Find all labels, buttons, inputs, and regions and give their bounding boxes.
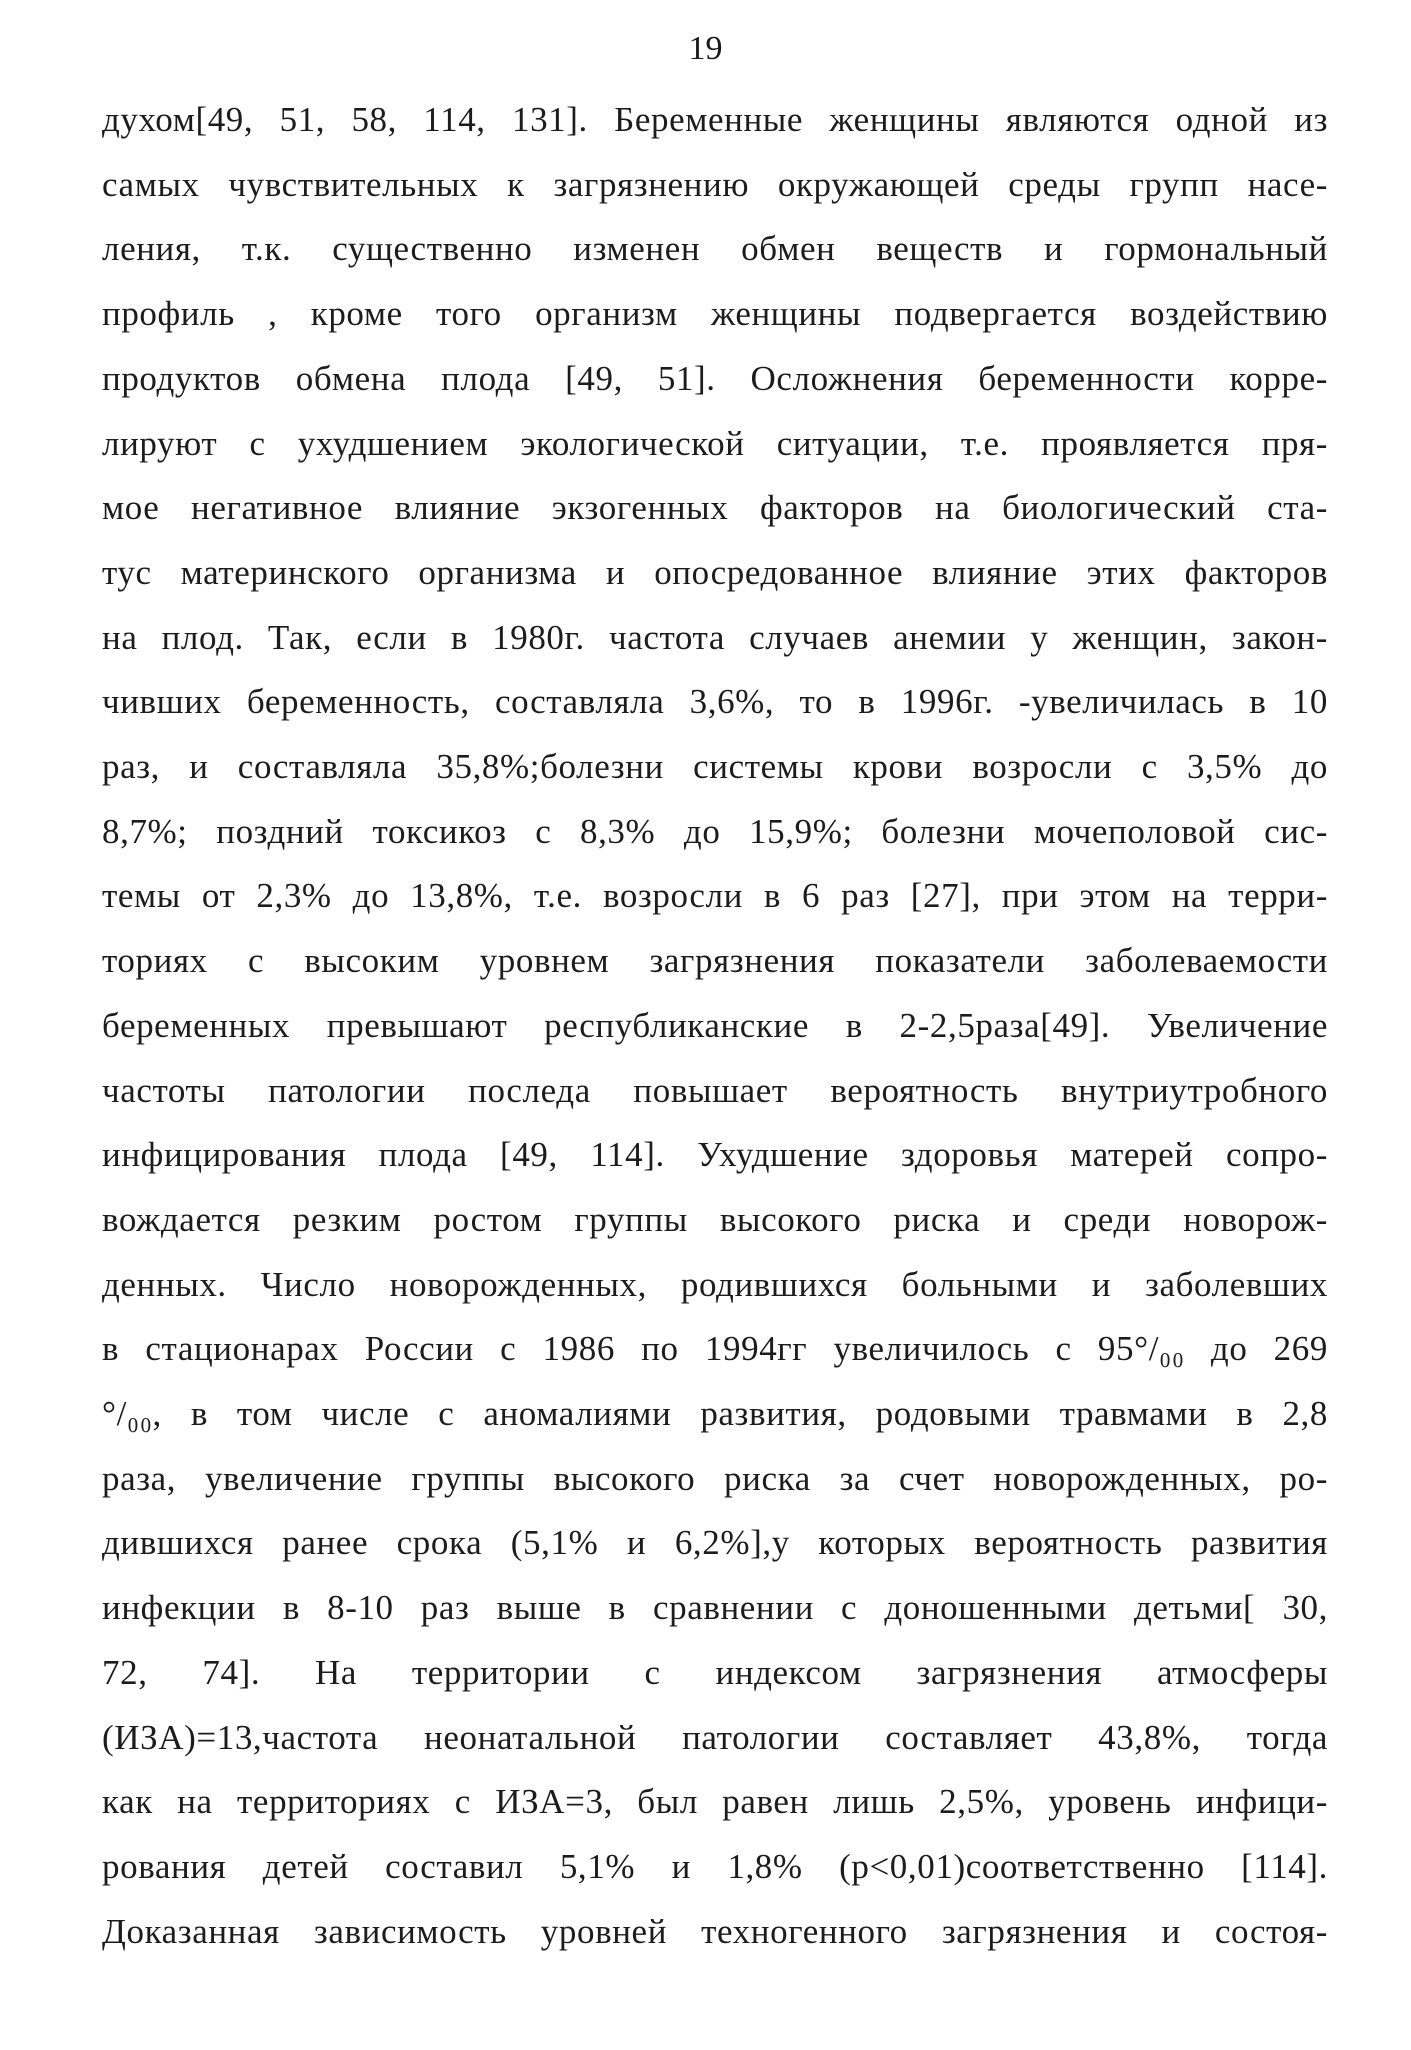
body-text	[102, 88, 1328, 1964]
text-line: беременных превышают республиканские в 2-2,5раза[49]. Увеличение	[102, 1005, 1328, 1045]
text-line: чивших беременность, составляла 3,6%, то в 1996г. -увеличилась в 10	[102, 682, 1328, 722]
text-line: Доказанная зависимость уровней техногенного загрязнения и состоя-	[102, 1911, 1328, 1951]
text-line: частоты патологии последа повышает вероятность внутриутробного	[102, 1070, 1328, 1110]
text-line: темы от 2,3% до 13,8%, т.е. возросли в 6 раз [27], при этом на терри-	[102, 876, 1328, 916]
text-line: раз, и составляла 35,8%;болезни системы крови возросли с 3,5% до	[102, 747, 1328, 787]
text-line: ления, т.к. существенно изменен обмен веществ и гормональный	[102, 229, 1328, 269]
text-line: продуктов обмена плода [49, 51]. Осложнения беременности корре-	[102, 358, 1328, 398]
text-line: профиль , кроме того организм женщины подвергается воздействию	[102, 294, 1328, 334]
text-line: как на территориях с ИЗА=3, был равен лишь 2,5%, уровень инфици-	[102, 1782, 1328, 1822]
text-line: рования детей составил 5,1% и 1,8% (р<0,01)соответственно [114].	[102, 1846, 1328, 1886]
text-line: инфекции в 8-10 раз выше в сравнении с доношенными детьми[ 30,	[102, 1588, 1328, 1628]
text-line: в стационарах России с 1986 по 1994гг увеличилось с 95°/₀₀ до 269	[102, 1329, 1328, 1369]
text-line: денных. Число новорожденных, родившихся больными и заболевших	[102, 1264, 1328, 1304]
text-line: на плод. Так, если в 1980г. частота случаев анемии у женщин, закон-	[102, 617, 1328, 657]
text-line: мое негативное влияние экзогенных факторов на биологический ста-	[102, 488, 1328, 528]
text-line: ториях с высоким уровнем загрязнения показатели заболеваемости	[102, 941, 1328, 981]
text-line: тус материнского организма и опосредованное влияние этих факторов	[102, 552, 1328, 592]
text-line: лируют с ухудшением экологической ситуации, т.е. проявляется пря-	[102, 423, 1328, 463]
text-line: 8,7%; поздний токсикоз с 8,3% до 15,9%; болезни мочеполовой сис-	[102, 811, 1328, 851]
text-line: инфицирования плода [49, 114]. Ухудшение здоровья матерей сопро-	[102, 1135, 1328, 1175]
text-line: 72, 74]. На территории с индексом загрязнения атмосферы	[102, 1652, 1328, 1692]
text-line: дившихся ранее срока (5,1% и 6,2%],у которых вероятность развития	[102, 1523, 1328, 1563]
page-number: 19	[688, 30, 723, 67]
text-line: самых чувствительных к загрязнению окружающей среды групп насе-	[102, 164, 1328, 204]
text-line: духом[49, 51, 58, 114, 131]. Беременные женщины являются одной из	[102, 100, 1328, 139]
text-line: вождается резким ростом группы высокого риска и среди новорож-	[102, 1199, 1328, 1239]
text-line: (ИЗА)=13,частота неонатальной патологии составляет 43,8%, тогда	[102, 1717, 1328, 1757]
text-line: °/₀₀, в том числе с аномалиями развития, родовыми травмами в 2,8	[102, 1394, 1328, 1434]
text-line: раза, увеличение группы высокого риска за счет новорожденных, ро-	[102, 1458, 1328, 1498]
